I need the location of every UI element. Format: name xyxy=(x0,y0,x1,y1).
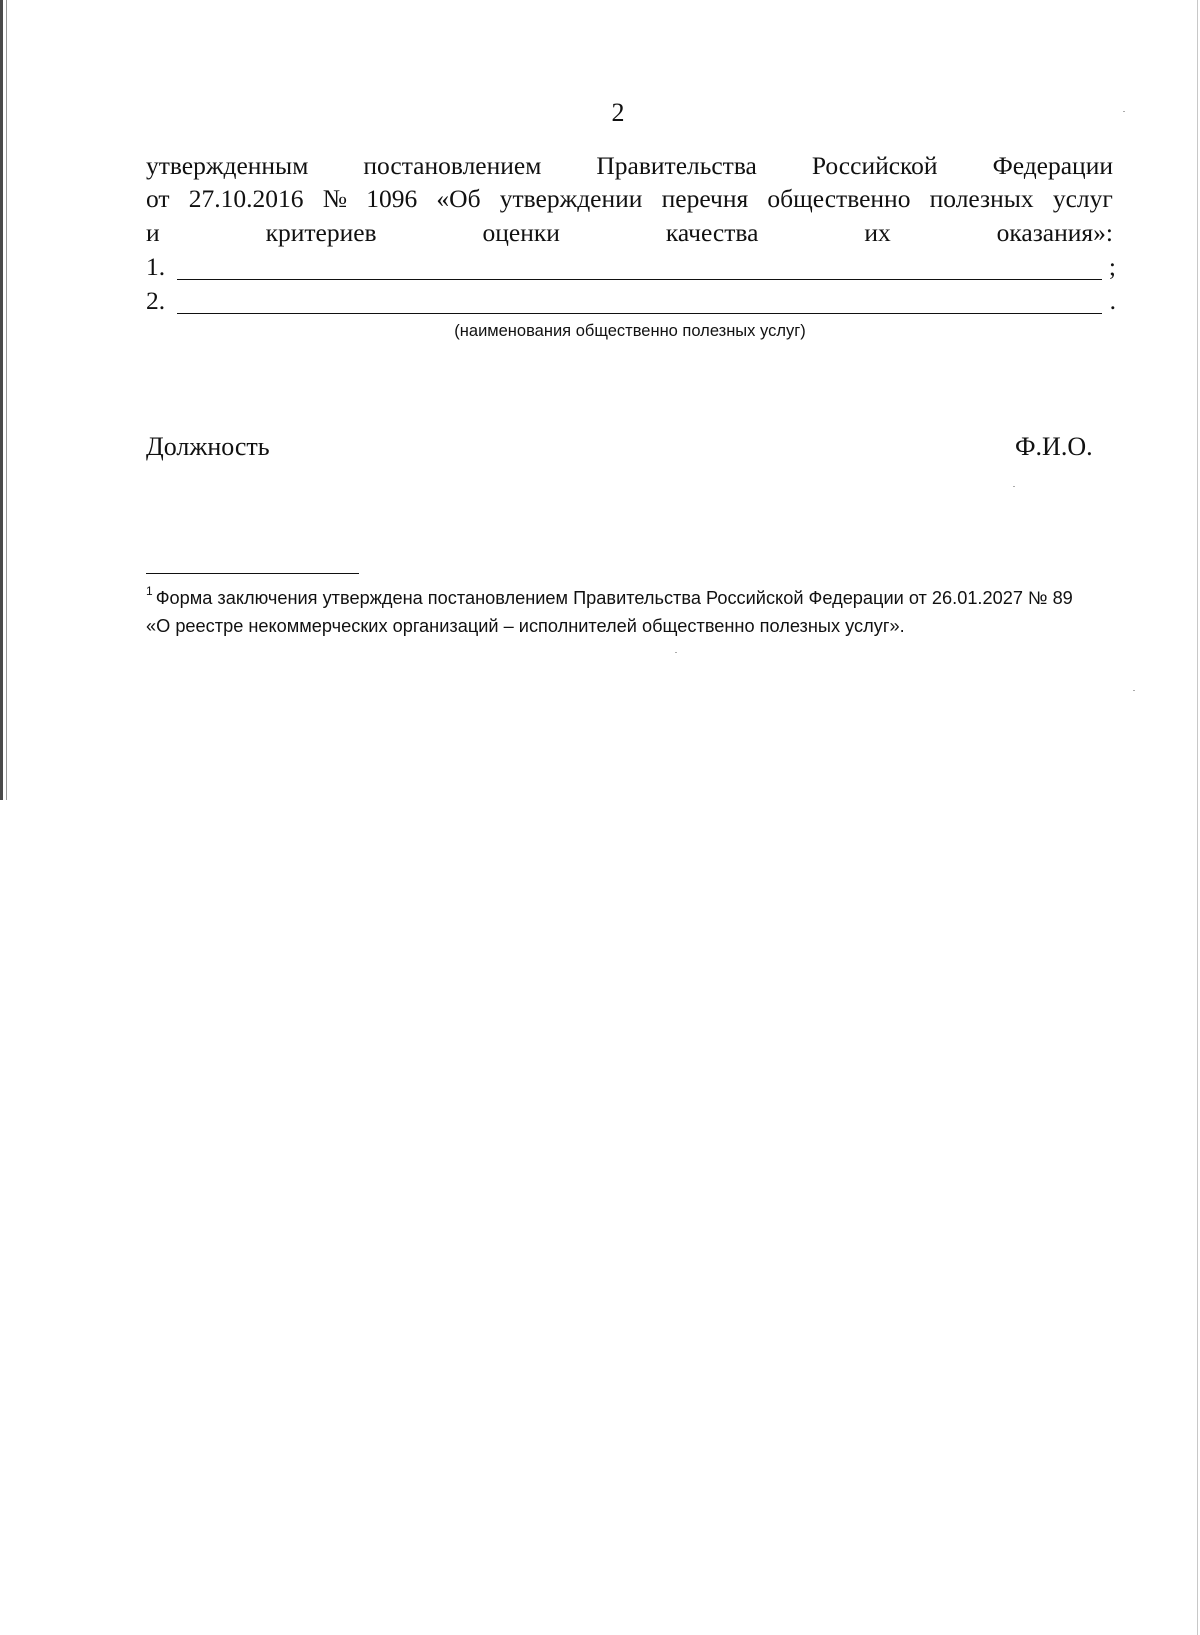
body-word: 1096 xyxy=(366,184,418,213)
scan-speck xyxy=(1123,111,1125,112)
footnote-line-1 xyxy=(146,584,1126,612)
body-line-2 xyxy=(146,184,1113,214)
blank-field-number: 2. xyxy=(146,286,166,315)
body-word: 27.10.2016 xyxy=(188,184,304,213)
body-word: «Об xyxy=(436,184,481,213)
body-word: их xyxy=(864,218,891,247)
body-word: и xyxy=(146,218,160,247)
scan-speck xyxy=(1013,486,1015,487)
body-word: постановлением xyxy=(363,151,542,180)
body-word: перечня xyxy=(661,184,749,213)
body-word: критериев xyxy=(265,218,377,247)
signature-name: Ф.И.О. xyxy=(1015,432,1093,461)
body-line-1 xyxy=(146,151,1113,181)
footnote-separator xyxy=(146,573,359,574)
page-number: 2 xyxy=(611,98,625,127)
blank-field-number: 1. xyxy=(146,252,166,281)
footnote-marker: 1 xyxy=(146,584,153,598)
body-word: утвержденным xyxy=(146,151,309,180)
blank-field-end-mark: . xyxy=(1109,286,1116,315)
scan-speck xyxy=(1133,690,1135,691)
blank-field-underline xyxy=(177,279,1102,280)
blank-field-1 xyxy=(146,252,1116,282)
body-word: утверждении xyxy=(499,184,643,213)
footnote-line-2: «О реестре некоммерческих организаций – исполнителей общественно полезных услуг». xyxy=(146,616,905,636)
body-word: от xyxy=(146,184,170,213)
body-word: № xyxy=(322,184,348,213)
body-word: Российской xyxy=(811,151,938,180)
body-line-3 xyxy=(146,218,1113,248)
body-word: Правительства xyxy=(596,151,757,180)
body-word: качества xyxy=(665,218,759,247)
footnote-text-1: Форма заключения утверждена постановлением Правительства Российской Федерации от 26.01.2027 № 89 xyxy=(155,588,1073,608)
blank-field-underline xyxy=(177,313,1102,314)
body-word: услуг xyxy=(1052,184,1113,213)
footnote xyxy=(146,584,1126,640)
blank-field-2 xyxy=(146,286,1116,316)
body-word: оценки xyxy=(482,218,560,247)
body-word: полезных xyxy=(929,184,1034,213)
blank-field-caption: (наименования общественно полезных услуг) xyxy=(454,322,806,340)
signature-position: Должность xyxy=(146,432,270,461)
scan-edge-right xyxy=(1197,0,1198,1635)
body-word: оказания»: xyxy=(996,218,1113,247)
scan-speck xyxy=(675,652,677,653)
body-word: общественно xyxy=(767,184,911,213)
blank-field-end-mark: ; xyxy=(1108,252,1116,281)
body-word: Федерации xyxy=(992,151,1113,180)
